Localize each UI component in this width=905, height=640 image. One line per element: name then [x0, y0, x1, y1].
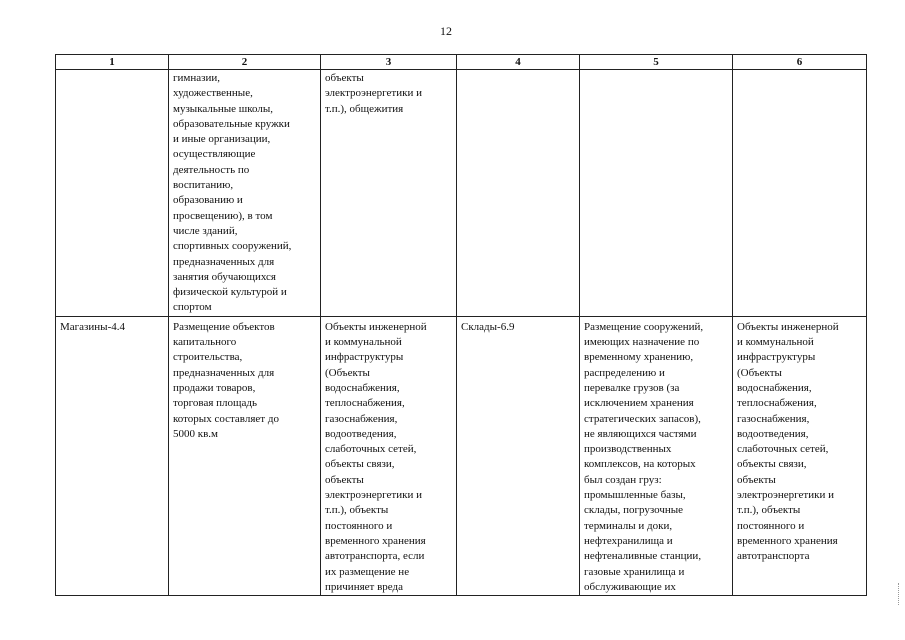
- table-cell: Объекты инженерной и коммунальной инфраструктуры (Объекты водоснабжения, теплоснабжения, газоснабжения, водоотведения, слаботочных сетей, объекты связи, объекты электроэнергетики и т.п.), объекты постоянного и временного хранения автотранспорта: [733, 316, 867, 595]
- table-cell: [580, 70, 733, 317]
- table-cell: Объекты инженерной и коммунальной инфраструктуры (Объекты водоснабжения, теплоснабжения, газоснабжения, водоотведения, слаботочных сетей, объекты связи, объекты электроэнергетики и т.п.), объекты постоянного и временного хранения автотранспорта, если их размещение не причиняет вреда: [321, 316, 457, 595]
- column-header: 5: [580, 55, 733, 70]
- table-row: [56, 70, 867, 317]
- table-cell: [457, 70, 580, 317]
- column-header: 3: [321, 55, 457, 70]
- column-header: 6: [733, 55, 867, 70]
- table-cell: Размещение сооружений, имеющих назначение по временному хранению, распределению и перевалке грузов (за исключением хранения стратегических запасов), не являющихся частями производственных комплексов, на которых был создан груз: промышленные базы, склады, погрузочные терминалы и доки, нефтехранилища и нефтеналивные станции, газовые хранилища и обслуживающие их: [580, 316, 733, 595]
- table-row: [56, 316, 867, 595]
- land-use-table: [55, 54, 867, 596]
- table-cell: [733, 70, 867, 317]
- table-cell: Склады-6.9: [457, 316, 580, 595]
- scan-margin-mark: [898, 583, 903, 605]
- table-cell: Размещение объектов капитального строительства, предназначенных для продажи товаров, торговая площадь которых составляет до 5000 кв.м: [169, 316, 321, 595]
- table-cell: объекты электроэнергетики и т.п.), общежития: [321, 70, 457, 317]
- page-number: 12: [440, 24, 452, 38]
- table-cell: [56, 70, 169, 317]
- column-header: 2: [169, 55, 321, 70]
- table-header-row: [56, 55, 867, 70]
- column-header: 4: [457, 55, 580, 70]
- column-header: 1: [56, 55, 169, 70]
- table-cell: гимназии, художественные, музыкальные школы, образовательные кружки и иные организации, осуществляющие деятельность по воспитанию, образованию и просвещению), в том числе зданий, спортивных сооружений, предназначенных для занятия обучающихся физической культурой и спортом: [169, 70, 321, 317]
- table-cell: Магазины-4.4: [56, 316, 169, 595]
